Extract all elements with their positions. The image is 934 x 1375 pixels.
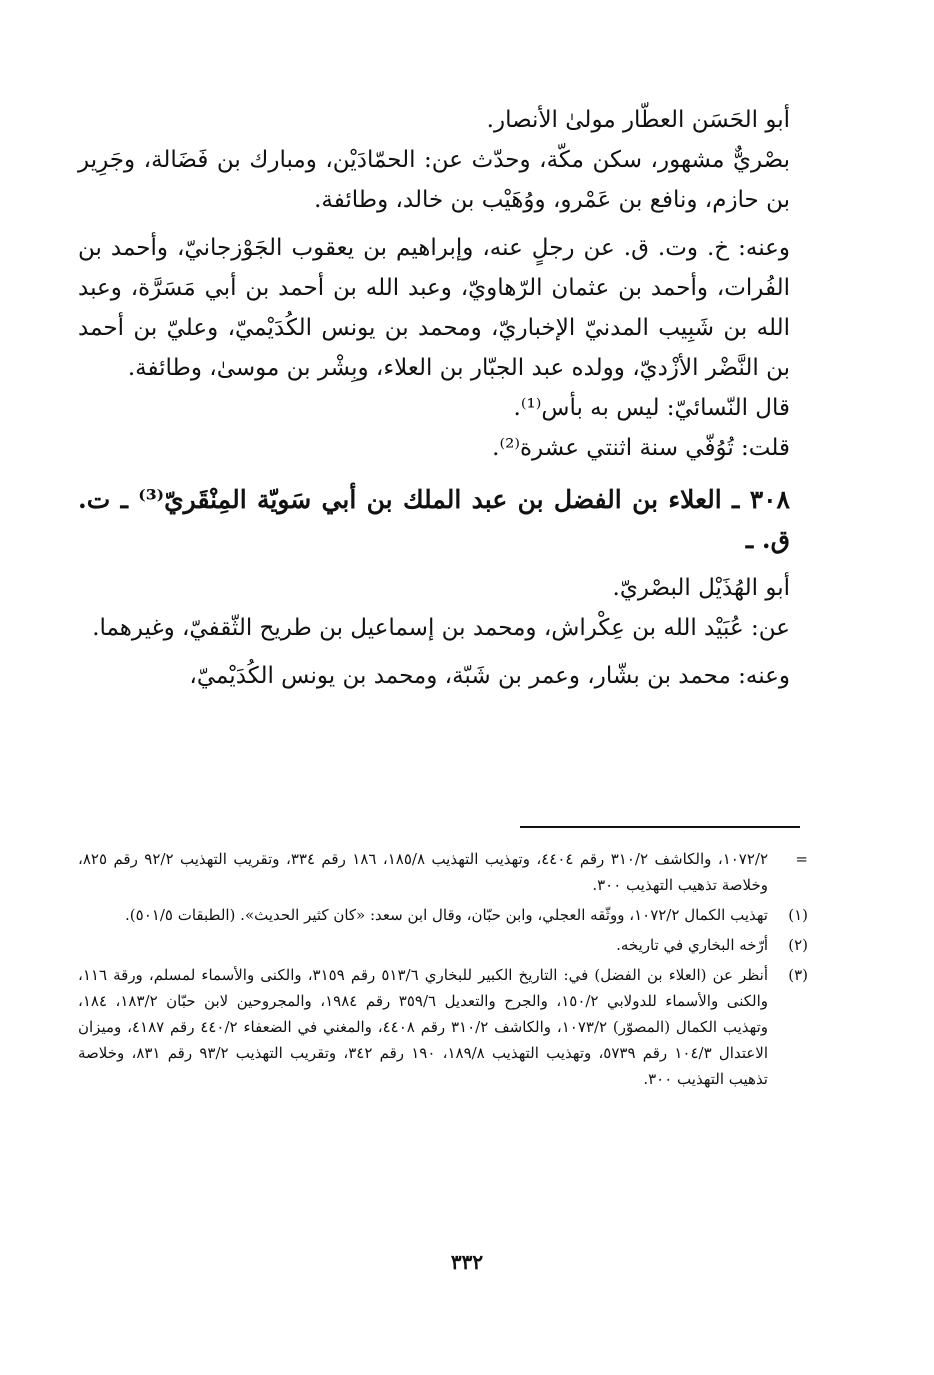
main-text xyxy=(78,100,818,696)
prev-entry-students: وعنه: خ. وت. ق. عن رجلٍ عنه، وإبراهيم بن يعقوب الجَوْزجانيّ، وأحمد بن الفُرات، وأحمد بن عثمان الرّهاويّ، وعبد الله بن أحمد بن أبي مَسَرَّة، وعبد الله بن شَبِيب المدنيّ الإخباريّ، ومحمد بن يونس الكُدَيْميّ، وعليّ بن أحمد بن النَّضْر الأزْديّ، وولده عبد الجبّار بن العلاء، وبِشْر بن موسىٰ، وطائفة. xyxy=(78,235,790,381)
prev-entry-death-note: قلت: تُوُفّي سنة اثنتي عشرة⁽²⁾. xyxy=(492,435,790,461)
footnotes xyxy=(78,846,808,1096)
footnote-marker: (٣) xyxy=(788,966,808,984)
footnote-3 xyxy=(78,962,808,1092)
prev-entry-kunya: أبو الحَسَن العطّار مولىٰ الأنصار. xyxy=(486,107,790,133)
footnote-text: ١٠٧٢/٢، والكاشف ٣١٠/٢ رقم ٤٤٠٤، وتهذيب التهذيب ١٨٥/٨، ١٨٦ رقم ٣٣٤، وتقريب التهذيب ٩٢/٢ رقم ٨٢٥، وخلاصة تذهيب التهذيب ٣٠٠. xyxy=(78,850,769,894)
entry-308-teachers: عن: عُبَيْد الله بن عِكْراش، ومحمد بن إسماعيل بن طريح الثّقفيّ، وغيرهما. xyxy=(92,615,790,641)
footnote-continuation xyxy=(78,846,808,898)
footnote-marker: = xyxy=(795,850,808,868)
footnote-text: تهذيب الكمال ١٠٧٢/٢، ووثّقه العجلي، وابن حبّان، وقال ابن سعد: «كان كثير الحديث». (الطبقات ٥٠١/٥). xyxy=(125,906,768,924)
page-number: ٣٣٢ xyxy=(450,1250,484,1274)
entry-308-heading: ٣٠٨ ـ العلاء بن الفضل بن عبد الملك بن أبي سَويّة المِنْقَريّ⁽³⁾ ـ ت. ق. ـ xyxy=(78,485,790,554)
prev-entry-bio: بصْريٌّ مشهور، سكن مكّة، وحدّث عن: الحمّادَيْن، ومبارك بن فَضَالة، وجَرِير بن حازم، ونافع بن عَمْرو، ووُهَيْب بن خالد، وطائفة. xyxy=(78,147,790,213)
footnote-2 xyxy=(78,932,808,958)
footnote-1 xyxy=(78,902,808,928)
footnote-marker: (٢) xyxy=(788,936,808,954)
footnote-text: أنظر عن (العلاء بن الفضل) في: التاريخ الكبير للبخاري ٥١٣/٦ رقم ٣١٥٩، والكنى والأسماء لمسلم، ورقة ١١٦، والكنى والأسماء للدولابي ١٥٠/٢، والجرح والتعديل ٣٥٩/٦ رقم ١٩٨٤، والمجروحين لابن حبّان ١٨٣/٢، ١٨٤، وتهذيب الكمال (المصوّر) ١٠٧٣/٢، والكاشف ٣١٠/٢ رقم ٤٤٠٨، والمغني في الضعفاء ٤٤٠/٢ رقم ٤١٨٧، وميزان الاعتدال ١٠٤/٣ رقم ٥٧٣٩، وتهذيب التهذيب ١٨٩/٨، ١٩٠ رقم ٣٤٢، وتقريب التهذيب ٩٣/٢ رقم ٨٣١، وخلاصة تذهيب التهذيب ٣٠٠. xyxy=(78,966,769,1088)
prev-entry-nasai-quote: قال النّسائيّ: ليس به بأس⁽¹⁾. xyxy=(513,395,790,421)
entry-308-students: وعنه: محمد بن بشّار، وعمر بن شَبّة، ومحمد بن يونس الكُدَيْميّ، xyxy=(189,663,790,689)
footnote-separator xyxy=(520,826,800,828)
footnote-marker: (١) xyxy=(788,906,808,924)
entry-308-kunya: أبو الهُذَيْل البصْريّ. xyxy=(612,575,790,601)
footnote-text: أرّخه البخاري في تاريخه. xyxy=(616,936,768,954)
